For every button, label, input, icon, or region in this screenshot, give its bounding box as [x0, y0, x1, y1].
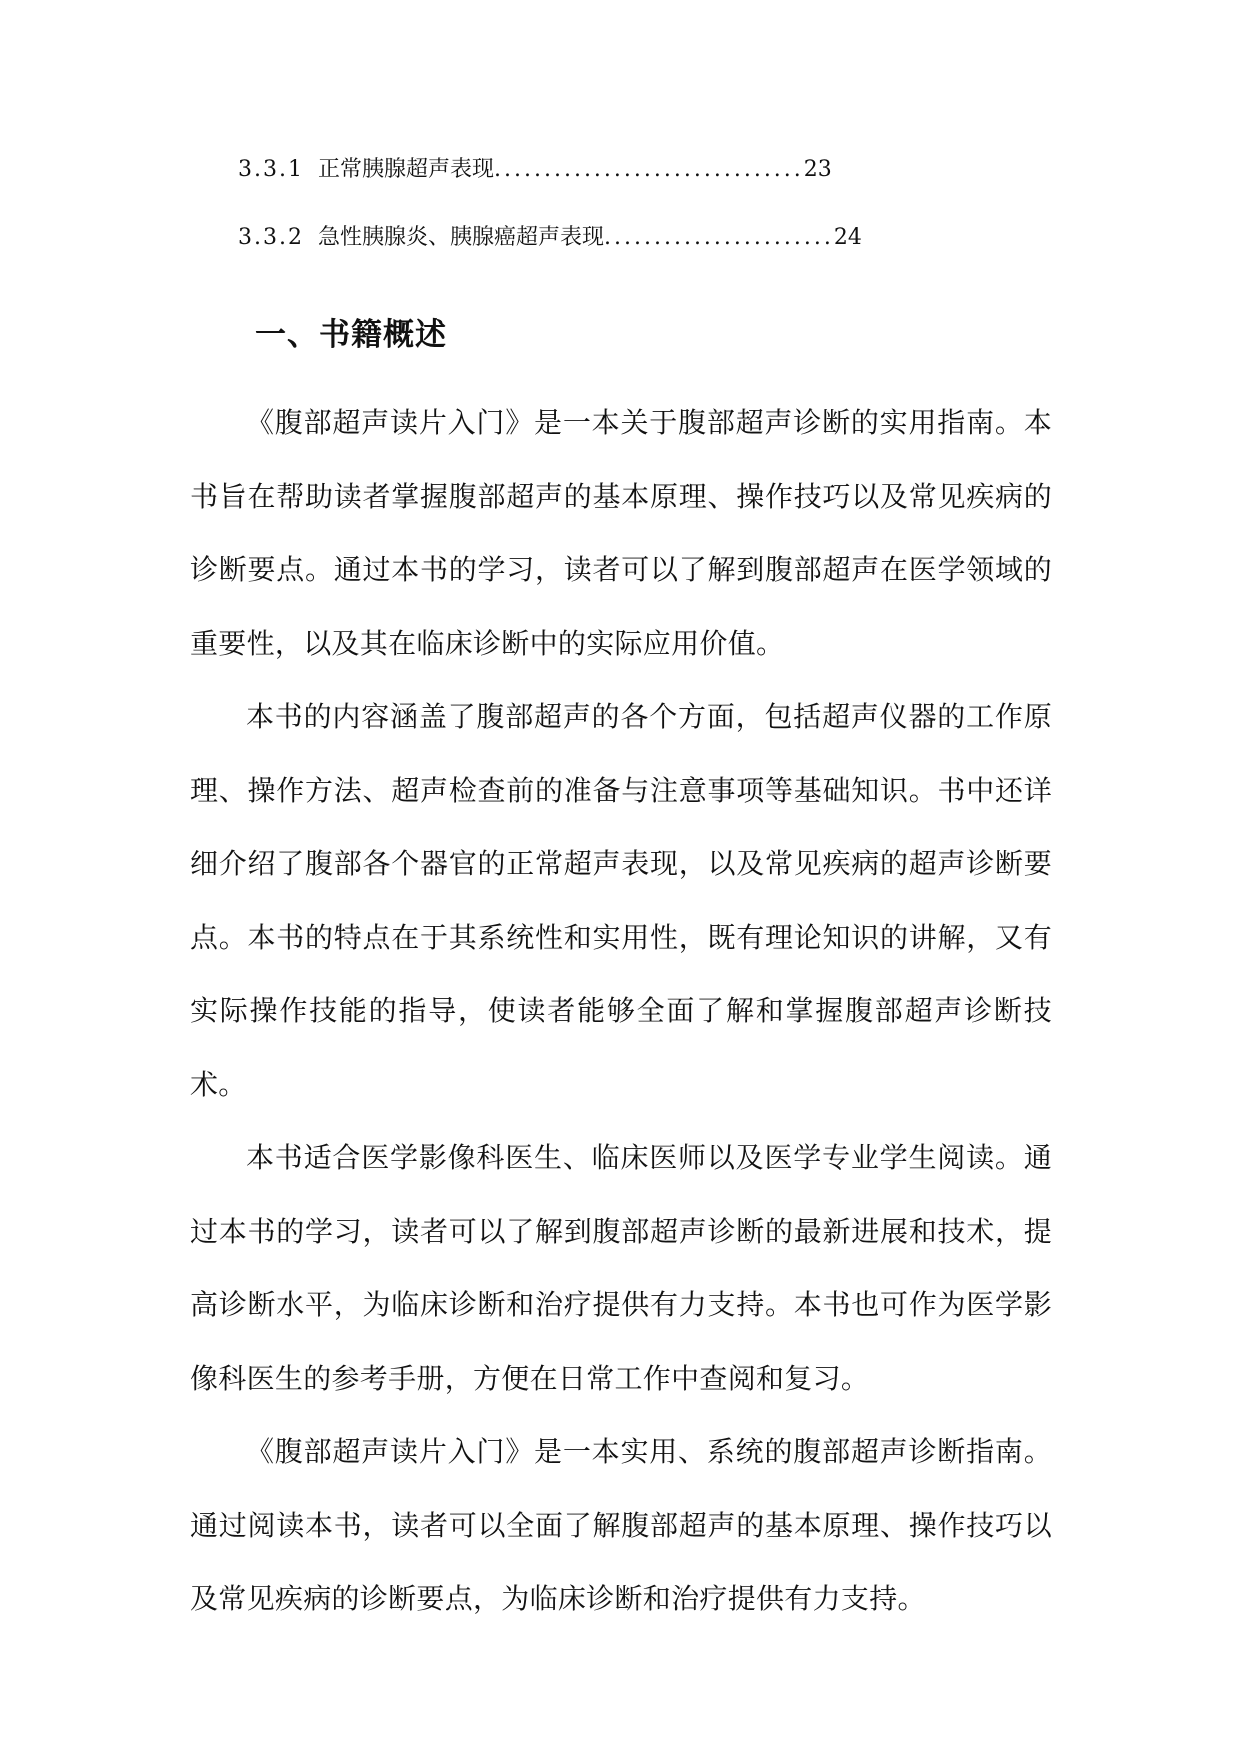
toc-entry-title: 急性胰腺炎、胰腺癌超声表现	[317, 225, 604, 250]
toc-entry[interactable]	[238, 218, 958, 286]
toc-entry-title: 正常胰腺超声表现	[317, 157, 494, 182]
toc-entry-number: 3.3.1	[238, 157, 304, 182]
toc-leader-dots: ...............................	[494, 157, 804, 182]
section-body	[190, 386, 1052, 1636]
table-of-contents	[238, 150, 958, 286]
body-paragraph: 本书的内容涵盖了腹部超声的各个方面，包括超声仪器的工作原理、操作方法、超声检查前的准备与注意事项等基础知识。书中还详细介绍了腹部各个器官的正常超声表现，以及常见疾病的超声诊断要点。本书的特点在于其系统性和实用性，既有理论知识的讲解，又有实际操作技能的指导，使读者能够全面了解和掌握腹部超声诊断技术。	[190, 700, 1052, 1101]
body-paragraph: 《腹部超声读片入门》是一本关于腹部超声诊断的实用指南。本书旨在帮助读者掌握腹部超声的基本原理、操作技巧以及常见疾病的诊断要点。通过本书的学习，读者可以了解到腹部超声在医学领域的重要性，以及其在临床诊断中的实际应用价值。	[190, 406, 1052, 660]
toc-entry-page: 24	[833, 225, 862, 250]
toc-entry[interactable]	[238, 150, 958, 218]
section-heading: 一、书籍概述	[255, 317, 447, 353]
toc-entry-number: 3.3.2	[238, 225, 304, 250]
body-paragraph: 本书适合医学影像科医生、临床医师以及医学专业学生阅读。通过本书的学习，读者可以了解到腹部超声诊断的最新进展和技术，提高诊断水平，为临床诊断和治疗提供有力支持。本书也可作为医学影像科医生的参考手册，方便在日常工作中查阅和复习。	[190, 1141, 1052, 1395]
body-paragraph: 《腹部超声读片入门》是一本实用、系统的腹部超声诊断指南。通过阅读本书，读者可以全面了解腹部超声的基本原理、操作技巧以及常见疾病的诊断要点，为临床诊断和治疗提供有力支持。	[190, 1435, 1052, 1615]
toc-leader-dots: .......................	[604, 225, 834, 250]
toc-entry-page: 23	[803, 157, 832, 182]
